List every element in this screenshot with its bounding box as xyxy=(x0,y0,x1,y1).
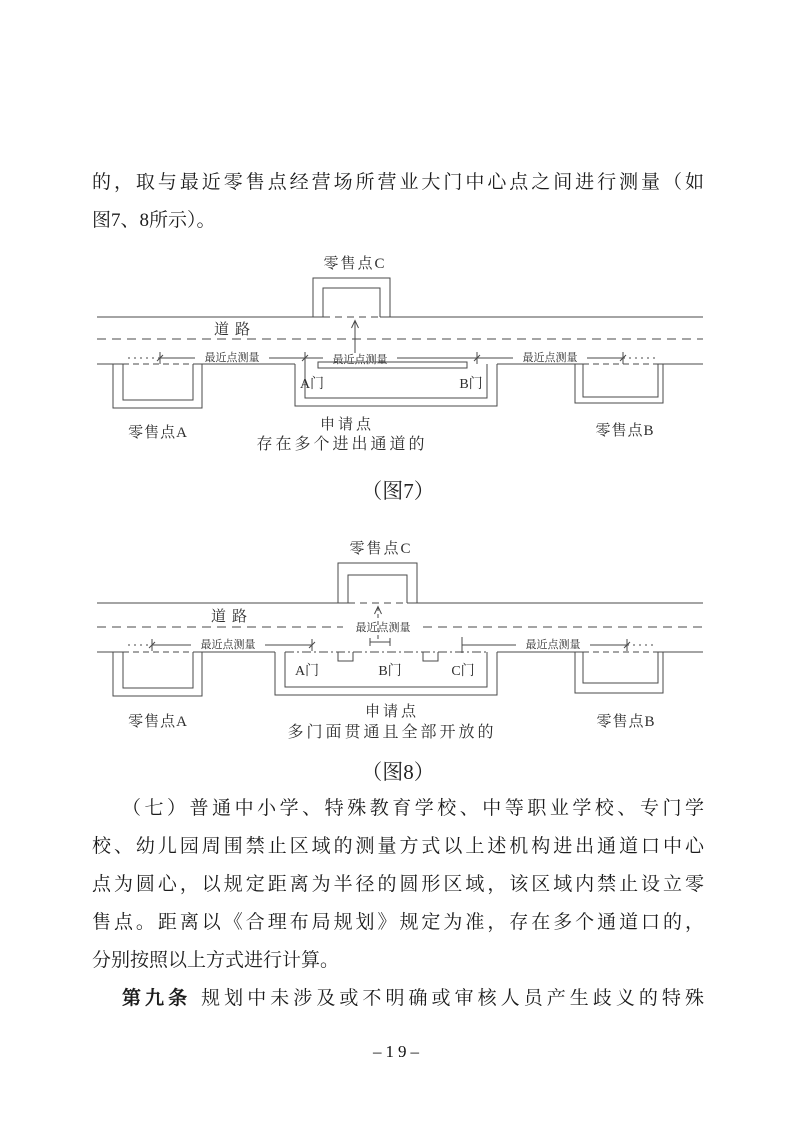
fig8-retail-a-label: 零售点A xyxy=(128,714,188,730)
fig7-retail-b-label: 零售点B xyxy=(595,423,655,439)
body-line-3: 点为圆心，以规定距离为半径的圆形区域，该区域内禁止设立零 xyxy=(92,874,704,895)
fig7-applicant-label: 申请点 xyxy=(319,417,375,433)
article-text: 规划中未涉及或不明确或审核人员产生歧义的特殊 xyxy=(201,988,704,1009)
fig8-door-c-label: C门 xyxy=(451,664,475,679)
body-line-4: 售点。距离以《合理布局规划》规定为准，存在多个通道口的， xyxy=(92,912,704,933)
fig7-retail-c-label: 零售点C xyxy=(323,256,387,272)
intro-line-1: 的，取与最近零售点经营场所营业大门中心点之间进行测量（如 xyxy=(92,172,704,193)
fig7-applicant-note: 存在多个进出通道的 xyxy=(256,436,428,453)
fig7-retail-a-label: 零售点A xyxy=(128,425,188,441)
body-line-2: 校、幼儿园周围禁止区域的测量方式以上述机构进出通道口中心 xyxy=(92,836,704,857)
fig8-road-label: 道路 xyxy=(210,609,254,625)
fig8-measure-right-label: 最近点测量 xyxy=(525,639,581,651)
fig8-measure-left-label: 最近点测量 xyxy=(200,639,256,651)
fig7-building-a-outline xyxy=(113,364,202,408)
intro-line-2: 图7、8所示）。 xyxy=(92,210,216,231)
fig8-applicant-label: 申请点 xyxy=(364,704,420,720)
body-line-1: （七）普通中小学、特殊教育学校、中等职业学校、专门学 xyxy=(122,798,704,819)
figure7 xyxy=(95,250,705,462)
fig8-door-square-2 xyxy=(423,652,438,661)
fig7-road-label: 道路 xyxy=(213,322,257,338)
fig7-building-b-outline xyxy=(575,364,663,403)
figure8 xyxy=(95,535,705,745)
fig8-building-b-outline xyxy=(575,652,663,693)
figure8-caption: （图8） xyxy=(361,760,435,784)
fig7-building-c-outline xyxy=(313,278,390,317)
fig8-measure-bracket xyxy=(370,638,390,646)
fig8-door-square-1 xyxy=(338,652,353,661)
figure7-caption: （图7） xyxy=(361,479,435,503)
body-paragraphs xyxy=(92,790,704,1018)
fig8-building-c-outline xyxy=(338,563,417,603)
figure8-diagram xyxy=(95,535,705,745)
fig8-applicant-note: 多门面贯通且全部开放的 xyxy=(287,724,497,741)
intro-paragraph xyxy=(92,164,704,240)
article-number: 第九条 xyxy=(122,988,192,1009)
fig7-door-b-label: B门 xyxy=(459,377,483,392)
fig7-measure-mid-label: 最近点测量 xyxy=(332,354,388,366)
fig7-measure-left-label: 最近点测量 xyxy=(204,352,260,364)
fig8-door-a-label: A门 xyxy=(294,664,320,679)
fig8-retail-b-label: 零售点B xyxy=(596,714,656,730)
fig7-measure-right-label: 最近点测量 xyxy=(522,352,578,364)
fig8-retail-c-label: 零售点C xyxy=(349,541,413,557)
figure7-diagram xyxy=(95,250,705,462)
body-article-line xyxy=(92,980,704,1018)
fig8-measure-center-label: 最近点测量 xyxy=(355,622,411,634)
page-number: –19– xyxy=(373,1042,423,1061)
fig8-door-b-label: B门 xyxy=(378,664,402,679)
fig8-building-a-outline xyxy=(113,652,202,696)
body-line-5: 分别按照以上方式进行计算。 xyxy=(92,950,340,971)
fig7-door-a-label: A门 xyxy=(299,377,325,392)
